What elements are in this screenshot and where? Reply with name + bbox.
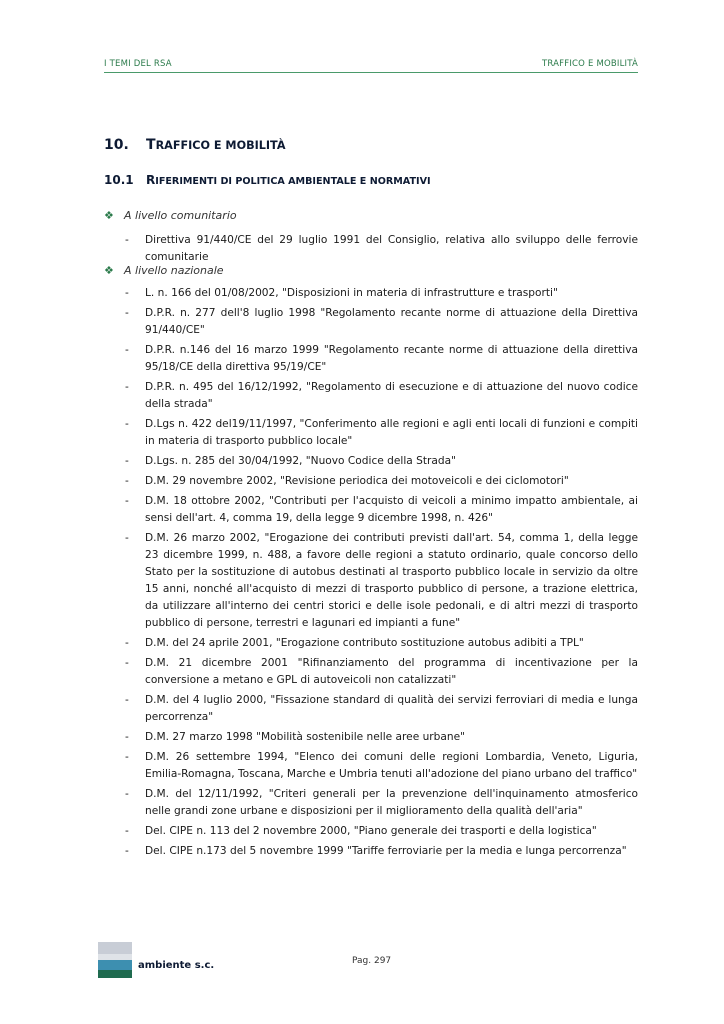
list-item: - D.Lgs. n. 285 del 30/04/1992, "Nuovo Codice della Strada" (125, 455, 456, 467)
group-heading-comunitario (104, 209, 237, 222)
page-number: Pag. 297 (352, 956, 392, 966)
list-item: - D.P.R. n. 277 dell'8 luglio 1998 "Regolamento recante norme di attuazione della Direttiva 91/440/CE" (125, 307, 638, 336)
running-header-left: I TEMI DEL RSA (104, 59, 172, 69)
list-item: - D.P.R. n. 495 del 16/12/1992, "Regolamento di esecuzione e di attuazione del nuovo codice della strada" (125, 381, 638, 410)
list-item: - D.M. 27 marzo 1998 "Mobilità sostenibile nelle aree urbane" (125, 731, 465, 743)
chapter-title-rest: RAFFICO E MOBILITÀ (155, 139, 286, 152)
section-heading (104, 173, 431, 187)
list-nazionale (104, 285, 638, 860)
group-label: A livello comunitario (124, 209, 237, 222)
chapter-heading (104, 137, 285, 153)
list-item: - D.P.R. n.146 del 16 marzo 1999 "Regolamento recante norme di attuazione della direttiva 95/18/CE della direttiva 95/19/CE" (125, 344, 638, 373)
list-item: - D.M. del 24 aprile 2001, "Erogazione contributo sostituzione autobus adibiti a TPL" (125, 637, 584, 649)
diamond-bullet-icon: ❖ (104, 209, 114, 222)
list-item: - Del. CIPE n. 113 del 2 novembre 2000, "Piano generale dei trasporti e della logistica" (125, 825, 597, 837)
company-logo (98, 942, 132, 978)
running-header-right: TRAFFICO E MOBILITÀ (541, 59, 638, 69)
header-divider (104, 72, 638, 73)
chapter-title-initial: T (146, 137, 156, 153)
list-item: - L. n. 166 del 01/08/2002, "Disposizioni in materia di infrastrutture e trasporti" (125, 287, 558, 299)
list-item: - D.M. 26 settembre 1994, "Elenco dei comuni delle regioni Lombardia, Veneto, Liguria, Emilia-Romagna, Toscana, Marche e Umbria tenuti all'adozione del piano urbano del traffico" (125, 751, 638, 780)
list-item: - Del. CIPE n.173 del 5 novembre 1999 "Tariffe ferroviarie per la media e lunga percorrenza" (125, 845, 627, 857)
list-item: - Direttiva 91/440/CE del 29 luglio 1991 del Consiglio, relativa allo sviluppo delle ferrovie comunitarie (125, 234, 638, 263)
section-title-initial: R (146, 173, 156, 187)
diamond-bullet-icon: ❖ (104, 264, 114, 277)
list-item: - D.M. 21 dicembre 2001 "Rifinanziamento del programma di incentivazione per la conversione a metano e GPL di autoveicoli non catalizzati" (125, 657, 638, 686)
list-item: - D.M. del 12/11/1992, "Criteri generali per la prevenzione dell'inquinamento atmosferico nelle grandi zone urbane e disposizioni per il miglioramento della qualità dell'aria" (125, 788, 638, 817)
list-item: - D.M. 18 ottobre 2002, "Contributi per l'acquisto di veicoli a minimo impatto ambientale, ai sensi dell'art. 4, comma 19, della legge 9 dicembre 1998, n. 426" (125, 495, 638, 524)
section-number: 10.1 (104, 173, 134, 187)
group-label: A livello nazionale (124, 264, 224, 277)
chapter-number: 10. (104, 137, 129, 153)
section-title-rest: IFERIMENTI DI POLITICA AMBIENTALE E NORMATIVI (155, 176, 431, 187)
list-item: - D.M. del 4 luglio 2000, "Fissazione standard di qualità dei servizi ferroviari di media e lunga percorrenza" (125, 694, 638, 723)
list-item: - D.M. 26 marzo 2002, "Erogazione dei contributi previsti dall'art. 54, comma 1, della legge 23 dicembre 1999, n. 488, a favore delle regioni a statuto ordinario, quale concorso dello Stato per la sostituzione di autobus destinati al trasporto pubblico locale in servizio da oltre 15 anni, nonché all'acquisto di mezzi di trasporto pubblico di persone, a trazione elettrica, da utilizzare all'interno dei centri storici e delle isole pedonali, e di altri mezzi di trasporto pubblico di persone, terrestri e lagunari ed impianti a fune" (125, 532, 638, 629)
list-item: - D.M. 29 novembre 2002, "Revisione periodica dei motoveicoli e dei ciclomotori" (125, 475, 569, 487)
list-comunitario (104, 232, 638, 266)
group-heading-nazionale (104, 264, 224, 277)
footer-brand: ambiente s.c. (138, 960, 215, 971)
list-item: - D.Lgs n. 422 del19/11/1997, "Conferimento alle regioni e agli enti locali di funzioni e compiti in materia di trasporto pubblico locale" (125, 418, 638, 447)
